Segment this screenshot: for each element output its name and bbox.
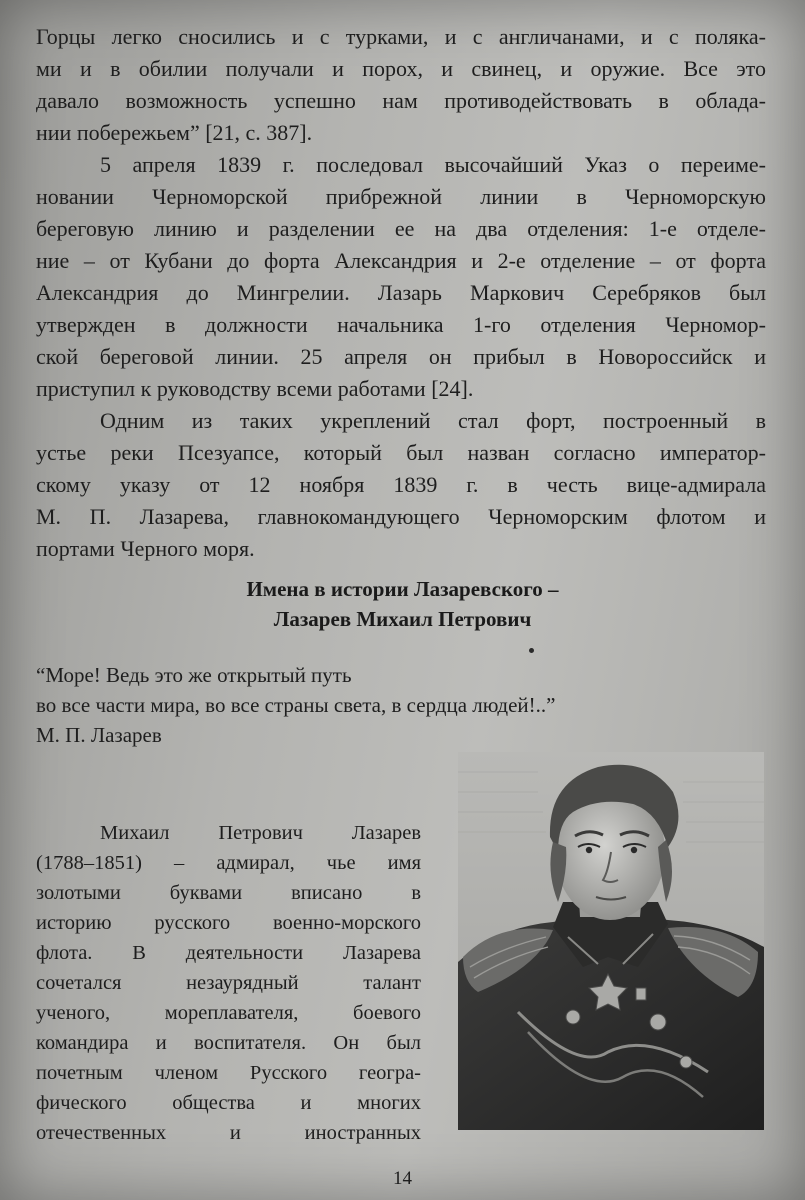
bio-line: почетным членом Русского геогра- [36, 1062, 421, 1084]
body-line: устье реки Псезуапсе, который был назван согласно император- [36, 440, 766, 465]
body-line: ми и в обилии получали и порох, и свинец, и оружие. Все это [36, 56, 766, 81]
body-line: ской береговой линии. 25 апреля он прибыл в Новороссийск и [36, 344, 766, 369]
bio-line: историю русского военно-морского [36, 912, 421, 934]
bio-line: флота. В деятельности Лазарева [36, 942, 421, 964]
epigraph-line: во все части мира, во все страны света, в сердца людей!..” [36, 693, 556, 717]
body-line: 5 апреля 1839 г. последовал высочайший Указ о переиме- [100, 152, 766, 177]
body-line: новании Черноморской прибрежной линии в Черноморскую [36, 184, 766, 209]
page-number: 14 [393, 1168, 412, 1189]
body-line: Горцы легко сносились и с турками, и с англичанами, и с поляка- [36, 24, 766, 49]
bio-line: сочетался незаурядный талант [36, 972, 421, 994]
body-line: приступил к руководству всеми работами [24]. [36, 376, 474, 401]
bio-line: золотыми буквами вписано в [36, 882, 421, 904]
ink-dot [529, 648, 534, 653]
bio-line: ученого, мореплавателя, боевого [36, 1002, 421, 1024]
body-line: скому указу от 12 ноября 1839 г. в честь вице-адмирала [36, 472, 766, 497]
bio-line: отечественных и иностранных [36, 1122, 421, 1144]
body-line: Одним из таких укреплений стал форт, построенный в [100, 408, 766, 433]
portrait-lazarev-image [458, 752, 764, 1130]
epigraph-author: М. П. Лазарев [36, 723, 162, 747]
section-heading: Лазарев Михаил Петрович [273, 607, 532, 631]
body-line: береговую линию и разделении ее на два отделения: 1-е отделе- [36, 216, 766, 241]
body-line: нии побережьем” [21, с. 387]. [36, 120, 313, 145]
body-line: ние – от Кубани до форта Александрия и 2-е отделение – от форта [36, 248, 766, 273]
bio-line: (1788–1851) – адмирал, чье имя [36, 852, 421, 874]
section-heading: Имена в истории Лазаревского – [246, 577, 559, 601]
body-line: утвержден в должности начальника 1-го отделения Черномор- [36, 312, 766, 337]
body-line: портами Черного моря. [36, 536, 255, 561]
bio-line: командира и воспитателя. Он был [36, 1032, 421, 1054]
body-line: М. П. Лазарева, главнокомандующего Черноморским флотом и [36, 504, 766, 529]
bio-line: Михаил Петрович Лазарев [100, 822, 421, 844]
epigraph-line: “Море! Ведь это же открытый путь [36, 663, 352, 687]
bio-line: фического общества и многих [36, 1092, 421, 1114]
body-line: Александрия до Мингрелии. Лазарь Маркович Серебряков был [36, 280, 766, 305]
body-line: давало возможность успешно нам противодействовать в облада- [36, 88, 766, 113]
